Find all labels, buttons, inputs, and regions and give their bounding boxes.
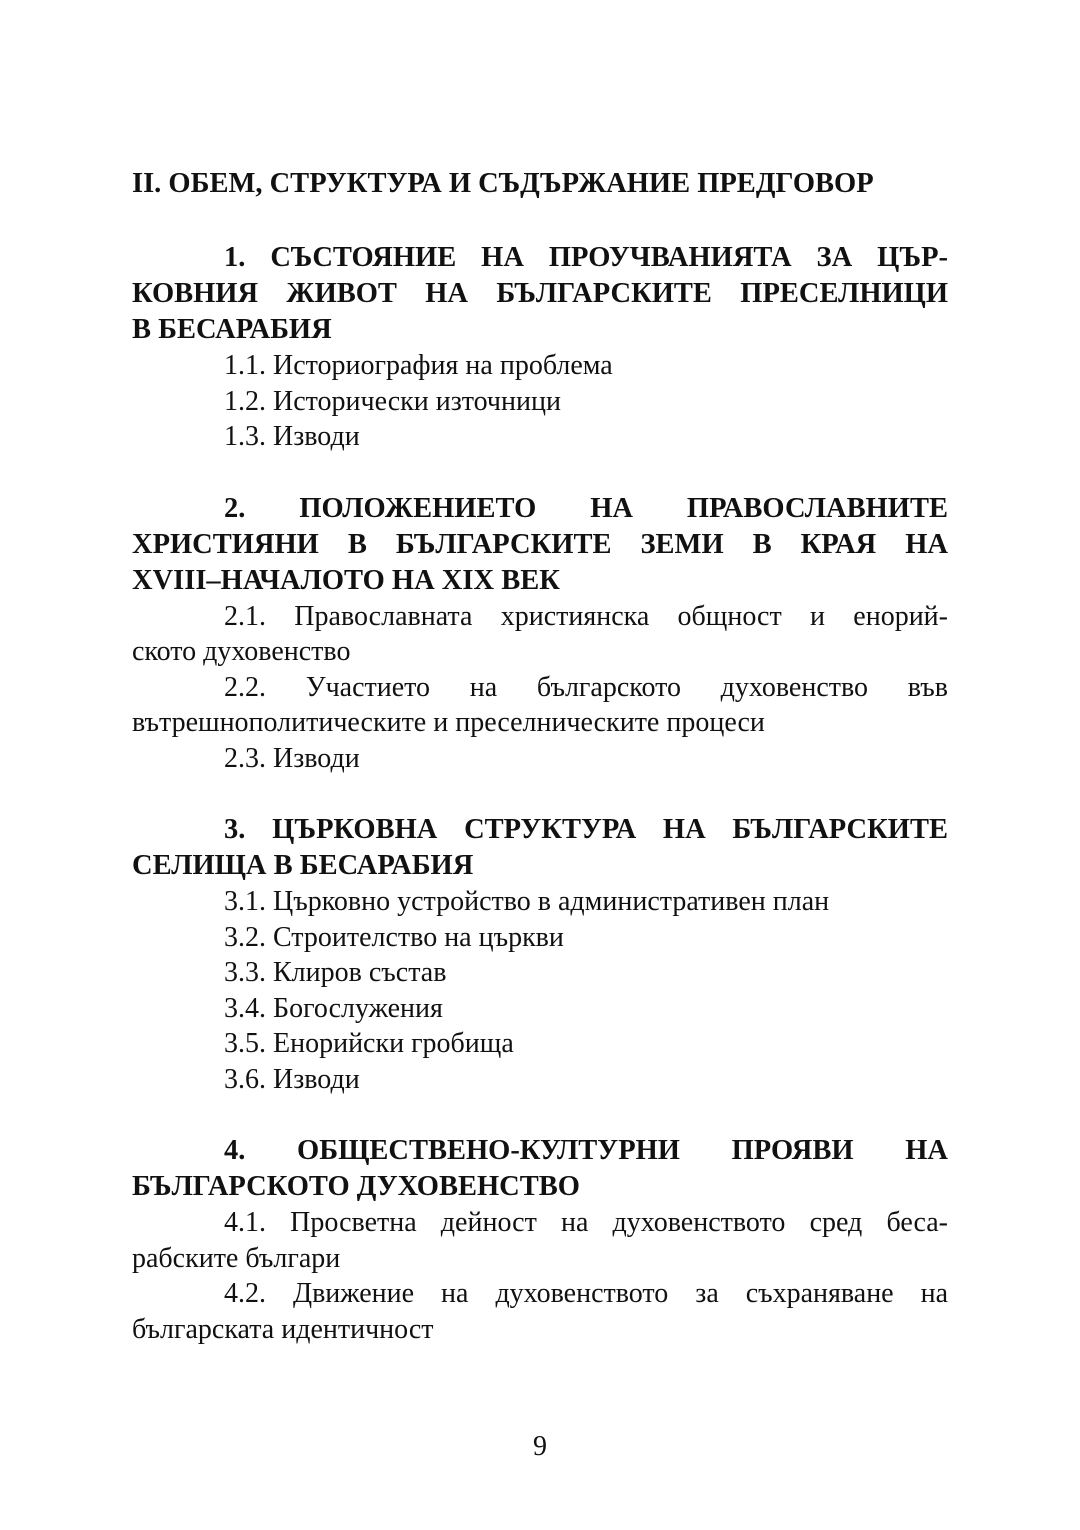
heading-line: XVIII–НАЧАЛОТО НА XIX ВЕК: [132, 564, 560, 596]
toc-entry-line: вътрешнополитическите и преселническите процеси: [132, 707, 765, 738]
heading-line: 3. ЦЪРКОВНА СТРУКТУРА НА БЪЛГАРСКИТЕ: [224, 814, 948, 845]
toc-entry: 3.5. Енорийски гробища: [224, 1028, 514, 1059]
toc-entry: [132, 670, 948, 741]
toc-entry: 1.2. Исторически източници: [224, 385, 561, 417]
toc-entry-line: 4.1. Просветна дейност на духовенството сред беса-: [224, 1207, 948, 1238]
heading-line: КОВНИЯ ЖИВОТ НА БЪЛГАРСКИТЕ ПРЕСЕЛНИЦИ: [132, 278, 948, 309]
toc-entry: 1.1. Историография на проблема: [224, 350, 613, 381]
toc-entry: 3.6. Изводи: [224, 1063, 360, 1095]
toc-entry: 3.2. Строителство на църкви: [224, 921, 564, 953]
toc-entry-line: ското духовенство: [132, 636, 351, 667]
heading-line: 4. ОБЩЕСТВЕНО-КУЛТУРНИ ПРОЯВИ НА: [224, 1135, 948, 1166]
toc-entry: 3.1. Църковно устройство в административен план: [224, 886, 830, 917]
toc-entry-line: 4.2. Движение на духовенството за съхраняване на: [224, 1278, 948, 1309]
heading-line: 2. ПОЛОЖЕНИЕТО НА ПРАВОСЛАВНИТЕ: [224, 492, 948, 524]
toc-entry: [132, 599, 948, 670]
toc-entry: [132, 1276, 948, 1347]
chapter-title: II. ОБЕМ, СТРУКТУРА И СЪДЪРЖАНИЕ ПРЕДГОВОР: [132, 168, 874, 199]
section-heading: [132, 1133, 948, 1205]
toc-entry: 3.4. Богослужения: [224, 992, 443, 1024]
toc-entry-line: рабските българи: [132, 1242, 341, 1274]
heading-line: 1. СЪСТОЯНИЕ НА ПРОУЧВАНИЯТА ЗА ЦЪР-: [224, 242, 948, 273]
section-3: [132, 812, 948, 1097]
heading-line: БЪЛГАРСКОТО ДУХОВЕНСТВО: [132, 1171, 580, 1202]
document-page: [132, 166, 948, 1383]
heading-line: В БЕСАРАБИЯ: [132, 314, 332, 345]
toc-entry-line: 2.2. Участието на българското духовенство във: [224, 671, 948, 703]
section-2: [132, 491, 948, 777]
toc-entry-line: 2.1. Православната християнска общност и енорий-: [224, 600, 948, 632]
toc-entry-line: българската идентичност: [132, 1313, 434, 1345]
section-4: [132, 1133, 948, 1347]
page-number: 9: [533, 1431, 547, 1462]
toc-entry: 2.3. Изводи: [224, 742, 360, 774]
heading-line: ХРИСТИЯНИ В БЪЛГАРСКИТЕ ЗЕМИ В КРАЯ НА: [132, 528, 948, 560]
toc-entry: 3.3. Клиров състав: [224, 957, 447, 988]
section-1: [132, 240, 948, 455]
toc-entry: [132, 1205, 948, 1276]
section-heading: [132, 812, 948, 884]
section-heading: [132, 491, 948, 599]
heading-line: СЕЛИЩА В БЕСАРАБИЯ: [132, 850, 474, 881]
section-heading: [132, 240, 948, 348]
toc-entry: 1.3. Изводи: [224, 421, 360, 452]
